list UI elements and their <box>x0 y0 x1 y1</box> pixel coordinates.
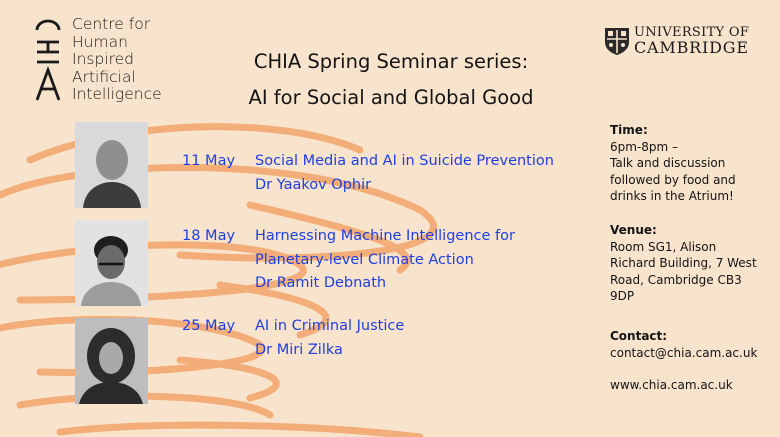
talk-item <box>182 150 582 198</box>
venue-label: Venue: <box>610 223 657 237</box>
speaker-photo-yaakov-ophir <box>75 122 148 208</box>
time-line: Talk and discussion <box>610 156 726 170</box>
time-line: drinks in the Atrium! <box>610 189 734 203</box>
speaker-photo-ramit-debnath <box>75 220 148 306</box>
university-name <box>634 25 749 55</box>
talk-speaker: Dr Yaakov Ophir <box>255 176 372 193</box>
talk-date: 25 May <box>182 318 236 334</box>
centre-name-line: Artificial <box>72 67 136 86</box>
talk-speaker: Dr Ramit Debnath <box>255 275 387 291</box>
seminar-title-line2: AI for Social and Global Good <box>248 86 534 109</box>
time-label: Time: <box>610 123 648 137</box>
venue-line: Room SG1, Alison <box>610 239 717 254</box>
university-name-line2: CAMBRIDGE <box>634 38 749 57</box>
speaker-photo-miri-zilka <box>75 318 148 404</box>
seminar-title <box>226 44 556 116</box>
talk-date: 11 May <box>182 153 236 169</box>
talk-details <box>255 315 404 362</box>
contact-label: Contact: <box>610 329 668 343</box>
talk-item <box>182 315 582 363</box>
talk-title: Harnessing Machine Intelligence for <box>255 228 515 244</box>
seminar-title-line1: CHIA Spring Seminar series: <box>253 50 529 73</box>
talk-item <box>182 225 582 297</box>
time-line: followed by food and <box>610 172 736 187</box>
website-section <box>610 377 733 394</box>
centre-name-line: Inspired <box>72 50 135 68</box>
venue-line: Road, Cambridge CB3 <box>610 272 742 287</box>
centre-name <box>72 16 162 104</box>
chia-logo <box>34 18 62 102</box>
talk-details <box>255 150 554 197</box>
university-name-line1: UNIVERSITY OF <box>634 25 750 40</box>
venue-section <box>610 222 757 305</box>
talk-title: Planetary-level Climate Action <box>255 251 474 268</box>
cambridge-crest-icon <box>604 27 630 56</box>
time-line: 6pm-8pm – <box>610 139 679 154</box>
contact-section <box>610 328 757 361</box>
talk-date: 18 May <box>182 228 236 244</box>
centre-name-line: Centre for <box>72 15 151 33</box>
centre-name-line: Intelligence <box>72 85 162 103</box>
venue-line: Richard Building, 7 West <box>610 256 757 270</box>
talk-title: AI in Criminal Justice <box>255 318 405 334</box>
talk-title: Social Media and AI in Suicide Prevention <box>255 153 554 169</box>
centre-name-line: Human <box>72 32 128 51</box>
contact-email-link[interactable]: contact@chia.cam.ac.uk <box>610 345 758 360</box>
talk-speaker: Dr Miri Zilka <box>255 341 343 358</box>
website-link[interactable]: www.chia.cam.ac.uk <box>610 378 733 392</box>
talk-details <box>255 225 515 296</box>
venue-line: 9DP <box>610 289 635 303</box>
time-section <box>610 122 736 205</box>
